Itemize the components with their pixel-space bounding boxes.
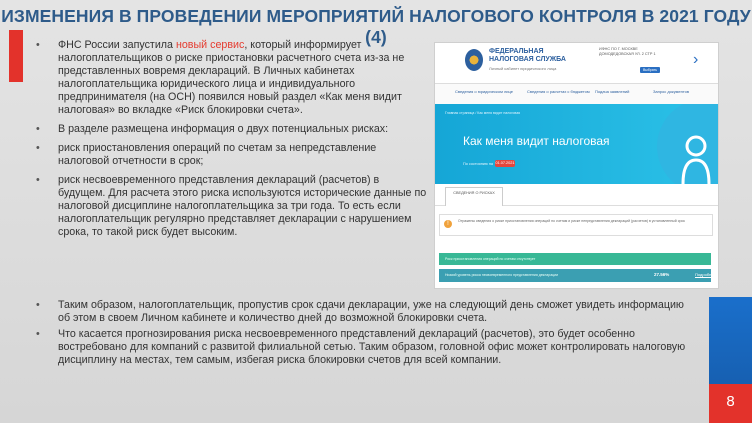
tab-risk-info[interactable]: СВЕДЕНИЯ О РИСКАХ	[445, 187, 503, 206]
bullet-list-top	[36, 39, 428, 245]
tab-bar	[435, 185, 718, 206]
hero-date-label: По состоянию на	[463, 162, 494, 166]
chevron-right-icon[interactable]: ›	[693, 51, 699, 68]
breadcrumb: Главная страница / Как меня видит налоговая	[445, 111, 521, 115]
red-accent-bar	[9, 30, 23, 82]
bullet-item: • В разделе размещена информация о двух потенциальных рисках:	[36, 123, 428, 136]
nav-item[interactable]: Запрос документов	[653, 89, 689, 94]
warning-icon: !	[444, 220, 452, 228]
warning-box	[439, 214, 713, 236]
risk-bar-suspension	[439, 253, 711, 265]
logo-sub: Личный кабинет юридического лица	[489, 66, 557, 71]
bullet-item: • Что касается прогнозирования риска несвоевременного представлений деклараций (расчетов), это будет особенно востребовано для компаний с развитой филиальной сетью. Таким образом, головной офис может контролировать налоговую дисциплину на местах, тем самым, избегая риска блокировки счетов для всей компании.	[36, 328, 686, 367]
bullet-item	[36, 39, 428, 117]
bullet-item: • риск несвоевременного представления деклараций (расчетов) в будущем. Для расчета этого риска используются исторические данные по налоговой дисциплине налогоплательщика за три года. То есть если налогоплательщик регулярно представляет декларации с нарушением срока, то такой риск будет высоким.	[36, 174, 428, 239]
hero-title: Как меня видит налоговая	[463, 134, 610, 148]
screenshot-panel	[434, 42, 719, 289]
risk-bar-text: Риск приостановления операций по счетам отсутствует	[445, 257, 536, 261]
risk-percent: 27.56%	[654, 272, 670, 277]
nav-item[interactable]: Сведения о юридическом лице	[455, 89, 513, 94]
site-nav	[435, 83, 718, 105]
logo-line2: НАЛОГОВАЯ СЛУЖБА	[489, 56, 566, 63]
logo-line1: ФЕДЕРАЛЬНАЯ	[489, 48, 544, 55]
risk-bar-late-filing	[439, 269, 716, 282]
slide-title: ИЗМЕНЕНИЯ В ПРОВЕДЕНИИ МЕРОПРИЯТИЙ НАЛОГОВОГО КОНТРОЛЯ В 2021 ГОДУ (4)	[1, 6, 751, 47]
bullet-text: ФНС России запустила	[58, 39, 176, 51]
fns-emblem-icon	[465, 49, 483, 71]
person-icon	[681, 134, 711, 184]
page-number: 8	[726, 393, 735, 410]
bullet-item: • риск приостановления операций по счетам за непредставление налоговой отчетности в срок;	[36, 142, 428, 168]
details-link[interactable]: Подробнее	[695, 272, 716, 277]
bullet-text: , который информирует налогоплательщиков о риске приостановки расчетного счета из-за не представленных вовремя деклараций. В Личных кабинетах налогоплательщика юридического лица и индивидуального предпринимателя (на ОСН) появился новый раздел «Как меня видит налоговая» во вкладке «Риск блокировки счета».	[58, 39, 405, 116]
site-header	[435, 43, 718, 83]
bullet-list-bottom	[36, 299, 686, 370]
warning-text: Отражены сведения о риске приостановления операций по счетам и риске непредставления деклараций (расчетов) в установленный срок	[458, 219, 685, 223]
highlight-text: новый сервис	[175, 39, 245, 51]
risk-bar-text: Низкий уровень риска несвоевременного представления декларации	[445, 273, 559, 277]
hero-banner	[435, 104, 718, 184]
bullet-item: • Таким образом, налогоплательщик, пропустив срок сдачи декларации, уже на следующий день сможет увидеть информацию об этом в своем Личном кабинете и количество дней до возможной блокировки счета.	[36, 299, 686, 325]
nav-item[interactable]: Подача заявлений	[595, 89, 630, 94]
select-button[interactable]: Выбрать	[640, 67, 660, 73]
hero-date-badge: 01.07.2021	[495, 161, 515, 165]
address-text: ИФНС ПО Г. МОСКВЕ ДОМОДЕДОВСКАЯ УЛ. 2 СТР 1	[599, 47, 656, 56]
nav-item[interactable]: Сведения о расчетах с бюджетом	[527, 89, 590, 94]
